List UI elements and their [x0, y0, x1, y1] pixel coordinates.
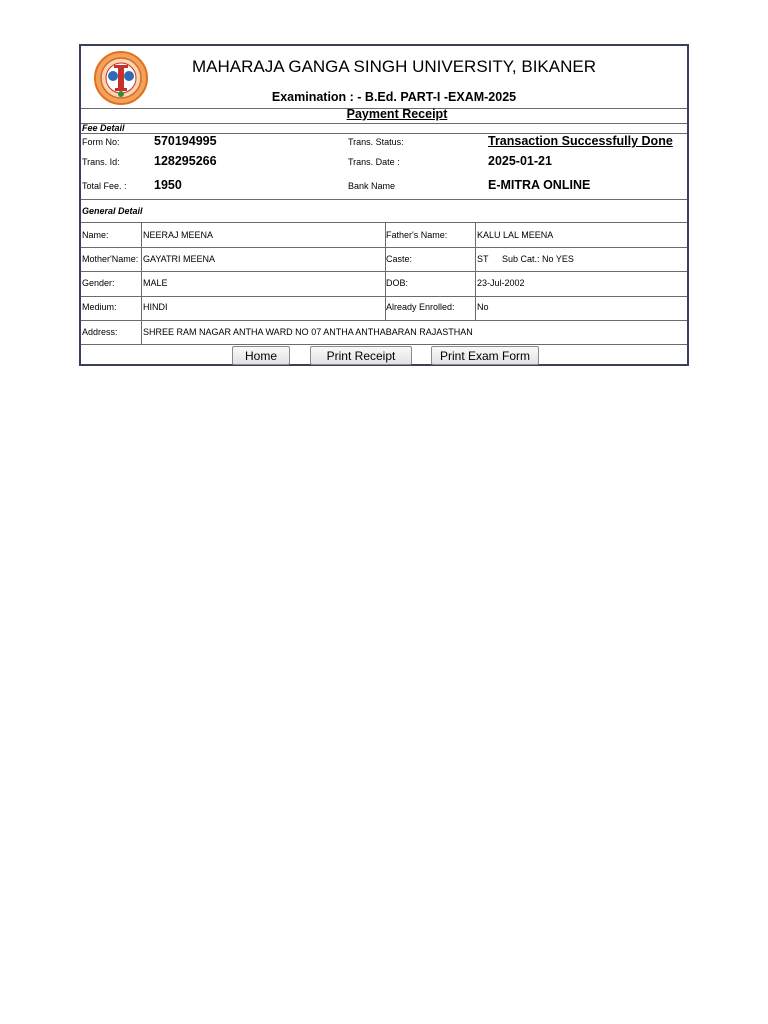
- total-fee-value: 1950: [154, 178, 182, 192]
- form-no-label: Form No:: [82, 137, 120, 147]
- medium-label: Medium:: [82, 302, 117, 312]
- mother-name-value: GAYATRI MEENA: [143, 254, 216, 264]
- examination-name: Examination : - B.Ed. PART-I -EXAM-2025: [271, 90, 517, 104]
- fee-detail-heading: Fee Detail: [82, 123, 125, 133]
- name-label: Name:: [82, 230, 109, 240]
- already-enrolled-label: Already Enrolled:: [386, 302, 455, 312]
- dob-label: DOB:: [386, 278, 409, 288]
- divider: [81, 123, 687, 124]
- medium-value: HINDI: [143, 302, 168, 312]
- payment-receipt: [79, 44, 689, 366]
- divider: [81, 199, 687, 200]
- divider: [81, 271, 687, 272]
- name-value: NEERAJ MEENA: [143, 230, 214, 240]
- university-title: MAHARAJA GANGA SINGH UNIVERSITY, BIKANER: [191, 57, 596, 76]
- divider: [81, 344, 687, 345]
- total-fee-label: Total Fee. :: [82, 181, 127, 191]
- bank-name-value: E-MITRA ONLINE: [488, 178, 591, 192]
- column-divider: [141, 222, 142, 345]
- mother-name-label: Mother'Name:: [82, 254, 139, 264]
- divider: [81, 247, 687, 248]
- already-enrolled-value: No: [477, 302, 489, 312]
- caste-label: Caste:: [386, 254, 413, 264]
- trans-date-label: Trans. Date :: [348, 157, 400, 167]
- bank-name-label: Bank Name: [348, 181, 396, 191]
- general-detail-heading: General Detail: [82, 206, 143, 216]
- trans-status-label: Trans. Status:: [348, 137, 404, 147]
- father-name-value: KALU LAL MEENA: [477, 230, 554, 240]
- print-receipt-button[interactable]: Print Receipt: [310, 346, 412, 365]
- trans-id-value: 128295266: [154, 154, 217, 168]
- father-name-label: Father's Name:: [386, 230, 448, 240]
- print-exam-form-button[interactable]: Print Exam Form: [431, 346, 539, 365]
- divider: [81, 320, 687, 321]
- gender-value: MALE: [143, 278, 168, 288]
- divider: [81, 222, 687, 223]
- trans-date-value: 2025-01-21: [488, 154, 552, 168]
- address-value: SHREE RAM NAGAR ANTHA WARD NO 07 ANTHA ANTHABARAN RAJASTHAN: [143, 327, 473, 337]
- trans-id-label: Trans. Id:: [82, 157, 120, 167]
- subcategory-value: Sub Cat.: No YES: [502, 254, 574, 264]
- home-button[interactable]: Home: [232, 346, 290, 365]
- gender-label: Gender:: [82, 278, 115, 288]
- address-label: Address:: [82, 327, 118, 337]
- caste-value: ST: [477, 254, 489, 264]
- form-no-value: 570194995: [154, 134, 217, 148]
- trans-status-value: Transaction Successfully Done: [488, 134, 673, 148]
- dob-value: 23-Jul-2002: [477, 278, 525, 288]
- receipt-title: Payment Receipt: [346, 107, 448, 121]
- divider: [81, 296, 687, 297]
